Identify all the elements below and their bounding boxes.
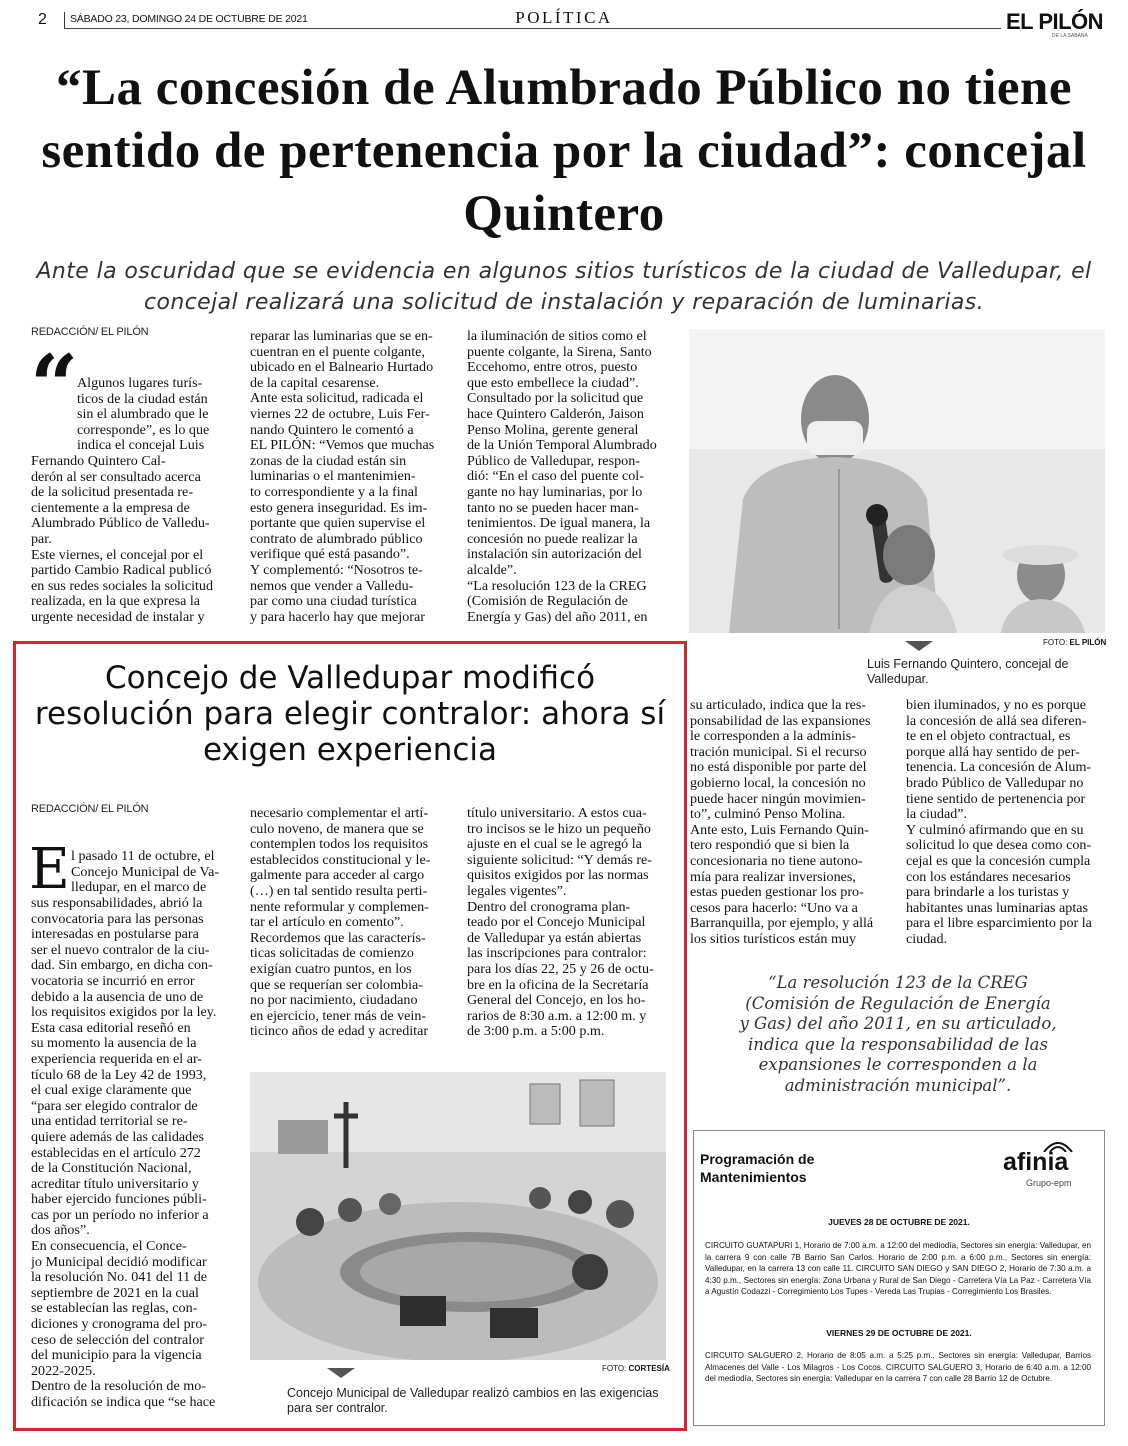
header-rule: [64, 28, 1001, 29]
second-col3: título universitario. A estos cua- tro incisos se le hizo un pequeño ajuste en el cual se le agregó la siguiente solicitud: “Y demás re- quisitos exigidos por las normas legales vigentes”. Dentro del cronograma plan- teado por el Concejo Municipal de Valledupar ya están abiertas las inscripciones para contralor: para los días 22, 25 y 26 de octu- bre en la oficina de la Secretaría General del Concejo, en los ho- rarios de 8:30 a.m. a 12:00 m. y de 3:00 p.m. a 5:00 p.m.: [467, 806, 654, 1040]
newspaper-logo-sub: DE LA SABANA: [1052, 33, 1088, 39]
second-headline: Concejo de Valledupar modificó resolución para elegir contralor: ahora sí exigen experiencia: [34, 660, 666, 768]
concejal-photo-illustration: [689, 329, 1105, 633]
second-byline: REDACCIÓN/ EL PILÓN: [31, 803, 149, 815]
second-photo-caption: Concejo Municipal de Valledupar realizó cambios en las exigencias para ser contralor.: [287, 1386, 659, 1415]
main-col2: reparar las luminarias que se en- cuentran en el puente colgante, ubicado en el Balneario Hurtado de la capital cesarense. Ante esta solicitud, radicada el viernes 22 de octubre, Luis Fer- nando Quintero le comentó a EL PILÓN: “Vemos que muchas zonas de la ciudad están sin luminarias o el mantenimien- to correspondiente y a la final esto genera inseguridad. Es im- portante que quien supervise el contrato de alumbrado público verifique qué está pasando”. Y complementó: “Nosotros te- nemos que vender a Valledu- par como una ciudad turística y para hacerlo hay que mejorar: [250, 329, 435, 625]
ad-brand-sub: Grupo-epm: [1026, 1178, 1072, 1188]
ad-title: Programación de Mantenimientos: [700, 1151, 815, 1185]
ad-body-1: CIRCUITO GUATAPURI 1, Horario de 7:00 a.m. a 12:00 del mediodía, Sectores sin energía: Valledupar, en la carrera 9 con calle 7B Barrio San Carlos. Horario de 2:00 p.m. a 6:00 p.m., Sectores sin energía: Valledupar, en la carrera 13 con calle 11. CIRCUITO SAN DIEGO y SAN DIEGO 2, Horario de 7:30 a.m. a 4:30 p.m., Sectores sin energía: Zona Urbana y Rural de San Diego - Carretera Vía La Paz - Carretera Vía a Agustín Codazzi - Corregimiento Los Tupes - Vereda Las Trupias - Corregimiento Los Brasiles.: [705, 1241, 1091, 1296]
council-photo-illustration: [250, 1072, 666, 1360]
newspaper-logo: EL PILÓN: [1006, 9, 1104, 34]
main-photo-caption: Luis Fernando Quintero, concejal de Valledupar.: [867, 657, 1069, 686]
council-photo: [250, 1072, 666, 1360]
second-col2: necesario complementar el artí- culo noveno, de manera que se contemplen todos los requisitos establecidos constitucional y le- galmente para acceder al cargo (…) en tal sentido resulta perti- nente reformular y complemen- tar el artículo en comento”. Recordemos que las caracterís- ticas solicitadas de comienzo exigían cuatro puntos, en los que se requerían ser colombia- no por nacimiento, ciudadano en ejercicio, tener más de vein- ticinco años de edad y acreditar: [250, 806, 431, 1040]
drop-cap: E: [29, 837, 70, 902]
section-title: POLÍTICA: [515, 8, 613, 27]
issue-date: SÁBADO 23, DOMINGO 24 DE OCTUBRE DE 2021: [70, 13, 308, 25]
caption-pointer: [905, 641, 933, 651]
main-col4: su articulado, indica que la res- ponsabilidad de las expansiones le corresponden a la adminis- tración municipal. Si el recurso no está disponible por parte del gobierno local, la concesión no puede hacer ningún movimien- to”, culminó Penso Molina. Ante esto, Luis Fernando Quin- tero respondió que si bien la concesionaria no tiene autono- mía para realizar inversiones, estas pueden gestionar los pro- cesos para hacerlo: “Uno va a Barranquilla, por ejemplo, y allá los sitios turísticos están muy: [690, 698, 874, 947]
ad-date-1: JUEVES 28 DE OCTUBRE DE 2021.: [828, 1217, 970, 1227]
concejal-photo: [689, 329, 1105, 633]
ad-brand: afinia: [1003, 1148, 1069, 1176]
main-col1: Fernando Quintero Cal- derón al ser consultado acerca de la solicitud presentada re- cientemente a la empresa de Alumbrado Público de Valledu- par. Este viernes, el concejal por el partido Cambio Radical publicó en sus redes sociales la solicitud realizada, en la que expresa la urgente necesidad de instalar y: [31, 454, 214, 625]
main-col5: bien iluminados, y no es porque la concesión de allá sea diferen- te en el objeto contractual, es porque allá hay sentido de per- tenencia. La concesión de Alum- brado Público de Valledupar no tiene sentido de pertenencia por la ciudad”. Y culminó afirmando que en su solicitud lo que desea como con- cejal es que la concesión cumpla con los estándares necesarios para brindarle a los turistas y habitantes unas luminarias aptas para el libre esparcimiento por la ciudad.: [906, 698, 1092, 947]
caption-pointer-2: [327, 1368, 355, 1378]
main-col1-lead: Algunos lugares turís- ticos de la ciudad están sin el alumbrado que le corresponde”, es lo que indica el concejal Luis: [77, 376, 210, 454]
second-col1: sus responsabilidades, abrió la convocatoria para las personas interesadas en postularse para ser el nuevo contralor de la ciu- dad. Sin embargo, en dicha con- vocatoria se incurrió en error debido a la ausencia de uno de los requisitos exigidos por la ley. Esta casa editorial reseñó en su momento la ausencia de la experiencia requerida en el ar- tículo 68 de la Ley 42 de 1993, el cual exige claramente que “para ser elegido contralor de una entidad territorial se re- quiere además de las calidades establecidas en el artículo 272 de la Constitución Nacional, acreditar título universitario y haber ejercido funciones públi- cas por un período no inferior a dos años”. En consecuencia, el Conce- jo Municipal decidió modificar la resolución No. 041 del 11 de septiembre de 2021 en la cual se establecían las reglas, con- diciones y cronograma del pro- ceso de selección del contralor del municipio para la vigencia 2022-2025. Dentro de la resolución de mo- dificación se indica que “se hace: [31, 896, 217, 1410]
page-number: 2: [38, 11, 47, 28]
main-deck: Ante la oscuridad que se evidencia en algunos sitios turísticos de la ciudad de Valledupar, el concejal realizará una solicitud de instalación y reparación de luminarias.: [36, 259, 1092, 315]
quote-mark: “: [30, 336, 79, 435]
main-photo-credit: FOTO: EL PILÓN: [1043, 638, 1107, 647]
main-col3: la iluminación de sitios como el puente colgante, la Sirena, Santo Eccehomo, entre otros, puesto que esto embellece la ciudad”. Consultado por la solicitud que hace Quintero Calderón, Jaison Penso Molina, gerente general de la Unión Temporal Alumbrado Público de Valledupar, respon- dió: “En el caso del puente col- gante no hay luminarias, por lo tanto no se pueden hacer man- tenimientos. De igual manera, la concesión no puede realizar la instalación sin autorización del alcalde”. “La resolución 123 de la CREG (Comisión de Regulación de Energía y Gas) del año 2011, en: [467, 329, 657, 625]
second-photo-credit: FOTO: CORTESÍA: [602, 1364, 670, 1373]
pull-quote: “La resolución 123 de la CREG (Comisión de Regulación de Energía y Gas) del año 2011, en su articulado, indica que la responsabilidad de las expansiones le corresponden a la administración municipal”.: [739, 973, 1057, 1095]
second-col1-lead: l pasado 11 de octubre, el Concejo Municipal de Va- lledupar, en el marco de: [71, 849, 220, 896]
main-headline: “La concesión de Alumbrado Público no tiene sentido de pertenencia por la ciudad”: concejal Quintero: [41, 60, 1087, 242]
main-byline: REDACCIÓN/ EL PILÓN: [31, 326, 149, 338]
ad-body-2: CIRCUITO SALGUERO 2, Horario de 8:05 a.m. a 5:25 p.m., Sectores sin energía: Valledupar, Barrios Almacenes del Valle - Los Milagros - Los Cocos. CIRCUITO SALGUERO 3, Horario de 6:40 a.m. a 12:00 del mediodía, Sectores sin energía: Valledupar en la carrera 7 con calle 28 Barrio 12 de Octubre.: [705, 1351, 1091, 1383]
ad-date-2: VIERNES 29 DE OCTUBRE DE 2021.: [826, 1328, 972, 1338]
